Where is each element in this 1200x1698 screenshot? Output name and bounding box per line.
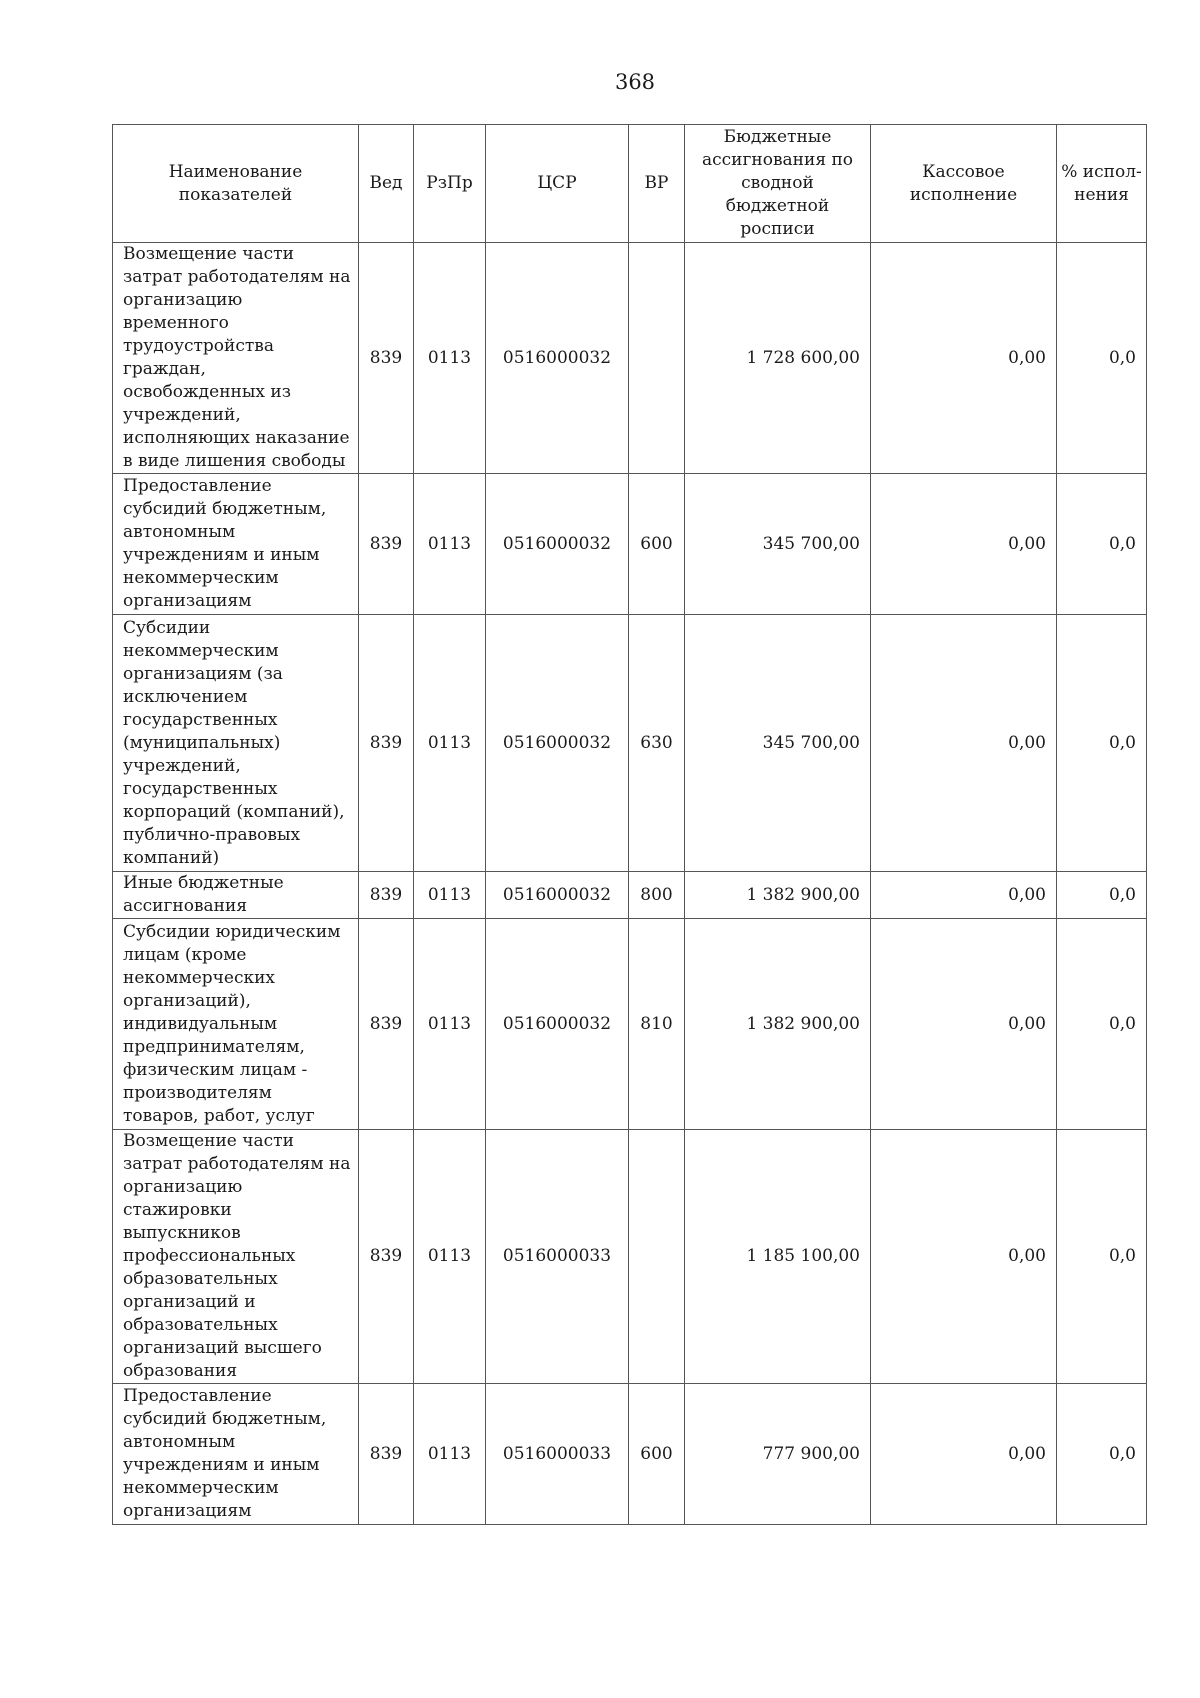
header-rzpr: РзПр <box>414 125 486 243</box>
row-ved: 839 <box>359 474 414 615</box>
row-vr: 600 <box>629 1384 685 1525</box>
row-percent: 0,0 <box>1057 872 1147 919</box>
row-cash: 0,00 <box>871 1130 1057 1384</box>
row-name: Предоставление субсидий бюджетным, автономным учреждениям и иным некоммерческим организациям <box>113 1384 359 1525</box>
row-budget: 1 382 900,00 <box>685 872 871 919</box>
row-cash: 0,00 <box>871 872 1057 919</box>
row-name: Субсидии юридическим лицам (кроме некоммерческих организаций), индивидуальным предпринимателям, физическим лицам - производителям товаров, работ, услуг <box>113 919 359 1130</box>
table-row <box>113 872 1147 919</box>
row-percent: 0,0 <box>1057 474 1147 615</box>
row-ved: 839 <box>359 872 414 919</box>
row-vr: 600 <box>629 474 685 615</box>
row-percent: 0,0 <box>1057 1130 1147 1384</box>
row-cash: 0,00 <box>871 474 1057 615</box>
table-row <box>113 474 1147 615</box>
row-percent: 0,0 <box>1057 919 1147 1130</box>
row-budget: 1 728 600,00 <box>685 243 871 474</box>
row-csr: 0516000032 <box>486 919 629 1130</box>
row-vr: 630 <box>629 615 685 872</box>
table-row <box>113 615 1147 872</box>
header-ved: Вед <box>359 125 414 243</box>
row-rzpr: 0113 <box>414 474 486 615</box>
row-percent: 0,0 <box>1057 1384 1147 1525</box>
row-csr: 0516000033 <box>486 1130 629 1384</box>
row-name: Предоставление субсидий бюджетным, автономным учреждениям и иным некоммерческим организациям <box>113 474 359 615</box>
row-ved: 839 <box>359 919 414 1130</box>
row-cash: 0,00 <box>871 919 1057 1130</box>
row-name: Субсидии некоммерческим организациям (за исключением государственных (муниципальных) учреждений, государственных корпораций (компаний), публично-правовых компаний) <box>113 615 359 872</box>
row-ved: 839 <box>359 1130 414 1384</box>
row-budget: 1 185 100,00 <box>685 1130 871 1384</box>
header-csr: ЦСР <box>486 125 629 243</box>
row-csr: 0516000032 <box>486 872 629 919</box>
row-vr <box>629 1130 685 1384</box>
row-name: Возмещение части затрат работодателям на организацию стажировки выпускников профессиональных образовательных организаций и образовательных организаций высшего образования <box>113 1130 359 1384</box>
row-name: Возмещение части затрат работодателям на организацию временного трудоустройства граждан, освобожденных из учреждений, исполняющих наказание в виде лишения свободы <box>113 243 359 474</box>
row-vr <box>629 243 685 474</box>
row-vr: 800 <box>629 872 685 919</box>
row-budget: 777 900,00 <box>685 1384 871 1525</box>
row-percent: 0,0 <box>1057 243 1147 474</box>
row-vr: 810 <box>629 919 685 1130</box>
table-row <box>113 1384 1147 1525</box>
row-budget: 1 382 900,00 <box>685 919 871 1130</box>
table-row <box>113 243 1147 474</box>
row-percent: 0,0 <box>1057 615 1147 872</box>
row-cash: 0,00 <box>871 1384 1057 1525</box>
row-cash: 0,00 <box>871 243 1057 474</box>
header-name: Наименование показателей <box>113 125 359 243</box>
header-budget: Бюджетные ассигнования по сводной бюджетной росписи <box>685 125 871 243</box>
row-rzpr: 0113 <box>414 1384 486 1525</box>
row-rzpr: 0113 <box>414 872 486 919</box>
row-csr: 0516000033 <box>486 1384 629 1525</box>
page-number: 368 <box>614 70 656 94</box>
row-csr: 0516000032 <box>486 243 629 474</box>
row-budget: 345 700,00 <box>685 474 871 615</box>
header-cash: Кассовое исполнение <box>871 125 1057 243</box>
header-vr: ВР <box>629 125 685 243</box>
header-percent: % испол-нения <box>1057 125 1147 243</box>
row-budget: 345 700,00 <box>685 615 871 872</box>
row-rzpr: 0113 <box>414 919 486 1130</box>
row-rzpr: 0113 <box>414 615 486 872</box>
row-csr: 0516000032 <box>486 474 629 615</box>
row-ved: 839 <box>359 615 414 872</box>
row-cash: 0,00 <box>871 615 1057 872</box>
table-header-row <box>113 125 1147 243</box>
row-ved: 839 <box>359 243 414 474</box>
row-csr: 0516000032 <box>486 615 629 872</box>
table-row <box>113 1130 1147 1384</box>
row-name: Иные бюджетные ассигнования <box>113 872 359 919</box>
row-rzpr: 0113 <box>414 1130 486 1384</box>
row-ved: 839 <box>359 1384 414 1525</box>
budget-execution-table <box>112 124 1147 1525</box>
table-row <box>113 919 1147 1130</box>
row-rzpr: 0113 <box>414 243 486 474</box>
